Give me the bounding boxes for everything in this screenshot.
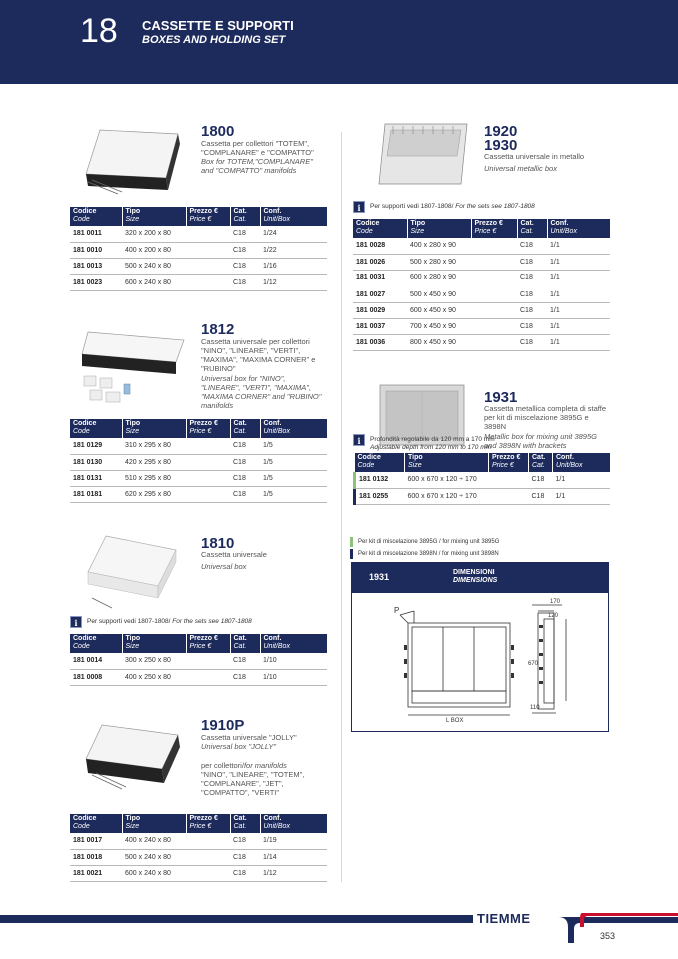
product-desc-1812 <box>201 337 326 410</box>
table-row: 181 0029 600 x 450 x 90 C18 1/1 <box>353 302 610 318</box>
table-row: 181 0130 420 x 295 x 80 C18 1/5 <box>70 454 327 470</box>
table-1931 <box>353 453 610 505</box>
th-cat: Cat. Cat. <box>529 453 553 472</box>
th-type: Tipo Size <box>122 207 186 226</box>
info-icon: i <box>70 616 82 628</box>
table-1800 <box>70 207 327 291</box>
table-1810 <box>70 634 327 686</box>
dimensions-title-en: DIMENSIONS <box>453 577 498 584</box>
th-conf: Conf. Unit/Box <box>260 634 327 653</box>
table-row: 181 0018 500 x 240 x 80 C18 1/14 <box>70 849 327 865</box>
desc-it: Cassetta universale per collettori "NINO", "LINEARE", "VERTI", "MAXIMA", "MAXIMA CORNER" e "RUBINO" <box>201 337 316 373</box>
table-row: 181 0255 600 x 670 x 120 ÷ 170 C18 1/1 <box>355 488 611 504</box>
chapter-title: CASSETTE E SUPPORTI <box>142 18 294 33</box>
th-price: Prezzo € Price € <box>186 814 230 833</box>
th-conf: Conf. Unit/Box <box>553 453 611 472</box>
th-price: Prezzo € Price € <box>471 219 517 238</box>
dim-label-p: P <box>394 606 400 615</box>
desc-en: Universal box "JOLLY" <box>201 742 277 751</box>
product-code-1930: 1930 <box>484 137 518 154</box>
desc-extra: per collettori/for manifolds <box>201 761 287 770</box>
table-row: 181 0021 600 x 240 x 80 C18 1/12 <box>70 865 327 881</box>
table-row: 181 0010 400 x 200 x 80 C18 1/22 <box>70 242 327 258</box>
info-icon: i <box>353 434 365 446</box>
th-conf: Conf. Unit/Box <box>260 814 327 833</box>
product-image-1812 <box>76 318 191 406</box>
mix-note-3898n: Per kit di miscelazione 3898N / for mixing unit 3898N <box>350 549 499 559</box>
th-cat: Cat. Cat. <box>230 419 260 438</box>
note-text-en: For the sets see 1807-1808 <box>172 618 252 625</box>
table-row: 181 0011 320 x 200 x 80 C18 1/24 <box>70 226 327 242</box>
table-row: 181 0037 700 x 450 x 90 C18 1/1 <box>353 318 610 334</box>
th-code: Codice Code <box>353 219 407 238</box>
desc-it: Cassetta universale in metallo <box>484 152 585 161</box>
desc-en: Universal box <box>201 562 247 571</box>
th-code: Codice Code <box>70 207 122 226</box>
product-code-1810: 1810 <box>201 535 235 552</box>
th-cat: Cat. Cat. <box>230 207 260 226</box>
dimensions-header <box>351 562 609 592</box>
page-number: 353 <box>600 931 616 941</box>
table-row: 181 0023 600 x 240 x 80 C18 1/12 <box>70 274 327 290</box>
table-1910p <box>70 814 327 882</box>
dim-label-lbox: L BOX <box>446 718 464 724</box>
desc-it: Cassetta universale <box>201 550 267 559</box>
desc-extra-list: "NINO", "LINEARE", "TOTEM", "COMPLANARE", "JET", "COMPATTO", "VERTI" <box>201 770 305 797</box>
dim-label-170: 170 <box>550 599 561 605</box>
mix-note-3895g: Per kit di miscelazione 3895G / for mixing unit 3895G <box>350 537 499 547</box>
th-code: Codice Code <box>70 634 122 653</box>
th-price: Prezzo € Price € <box>186 634 230 653</box>
th-cat: Cat. Cat. <box>230 814 260 833</box>
product-desc-1910p <box>201 733 326 797</box>
dimensions-code: 1931 <box>369 572 390 582</box>
table-row: 181 0013 500 x 240 x 80 C18 1/16 <box>70 258 327 274</box>
product-code-1920: 1920 <box>484 123 518 140</box>
note-1810 <box>70 617 327 631</box>
table-1920 <box>353 219 610 351</box>
page-footer <box>0 913 678 925</box>
dimensions-drawing <box>351 592 609 732</box>
brand-logo: TIEMME <box>477 911 531 926</box>
chapter-number: 18 <box>80 12 118 50</box>
table-row: 181 0036 800 x 450 x 90 C18 1/1 <box>353 334 610 350</box>
th-type: Tipo Size <box>405 453 489 472</box>
column-divider <box>341 132 342 882</box>
note-1920 <box>353 202 610 216</box>
product-code-1910p: 1910P <box>201 717 245 734</box>
info-icon: i <box>353 201 365 213</box>
th-price: Prezzo € Price € <box>489 453 529 472</box>
table-row: 181 0129 310 x 295 x 80 C18 1/5 <box>70 438 327 454</box>
brand-swoosh <box>558 913 678 943</box>
th-code: Codice Code <box>355 453 405 472</box>
note-text: Per supporti vedi 1807-1808/ <box>87 618 171 625</box>
table-row: 181 0131 510 x 295 x 80 C18 1/5 <box>70 470 327 486</box>
dim-label-670: 670 <box>528 661 539 667</box>
th-type: Tipo Size <box>407 219 471 238</box>
product-image-1920 <box>373 120 473 192</box>
th-conf: Conf. Unit/Box <box>260 207 327 226</box>
table-row: 181 0027 500 x 450 x 90 C18 1/1 <box>353 286 610 302</box>
th-code: Codice Code <box>70 814 122 833</box>
table-1812 <box>70 419 327 503</box>
th-code: Codice Code <box>70 419 122 438</box>
table-row: 181 0132 600 x 670 x 120 ÷ 170 C18 1/1 <box>355 472 611 488</box>
note-text-en: Adjustable depth from 120 mm to 170 mm <box>370 444 492 451</box>
note-text: Per supporti vedi 1807-1808/ <box>370 203 454 210</box>
product-image-1800 <box>78 120 188 198</box>
desc-en: Box for TOTEM,"COMPLANARE" and "COMPATTO" manifolds <box>201 157 313 175</box>
note-text-en: For the sets see 1807-1808 <box>455 203 535 210</box>
table-row: 181 0181 620 x 295 x 80 C18 1/5 <box>70 486 327 502</box>
technical-drawing <box>352 593 608 731</box>
product-desc-1810 <box>201 550 326 571</box>
desc-it: Cassetta universale "JOLLY" <box>201 733 297 742</box>
dim-label-110: 110 <box>530 705 540 711</box>
th-cat: Cat. Cat. <box>230 634 260 653</box>
page-header <box>0 0 678 84</box>
th-price: Prezzo € Price € <box>186 419 230 438</box>
desc-it: Cassetta metallica completa di staffe per kit di miscelazione 3895G e 3898N <box>484 404 607 431</box>
table-row: 181 0008 400 x 250 x 80 C18 1/10 <box>70 669 327 685</box>
th-type: Tipo Size <box>122 814 186 833</box>
th-type: Tipo Size <box>122 634 186 653</box>
dim-label-120: 120 <box>548 613 559 619</box>
table-row: 181 0017 400 x 240 x 80 C18 1/19 <box>70 833 327 849</box>
table-row: 181 0028 400 x 280 x 90 C18 1/1 <box>353 238 610 254</box>
desc-en: Universal box for "NINO", "LINEARE", "VERTI", "MAXIMA", "MAXIMA CORNER" and "RUBINO" manifolds <box>201 374 322 410</box>
table-row: 181 0026 500 x 280 x 90 C18 1/1 <box>353 254 610 270</box>
product-code-1812: 1812 <box>201 321 235 338</box>
th-type: Tipo Size <box>122 419 186 438</box>
th-cat: Cat. Cat. <box>517 219 547 238</box>
product-desc-1800 <box>201 139 326 175</box>
desc-en: Universal metallic box <box>484 164 557 173</box>
table-row: 181 0031 600 x 280 x 90 C18 1/1 <box>353 270 610 286</box>
table-row: 181 0014 300 x 250 x 80 C18 1/10 <box>70 653 327 669</box>
desc-it: Cassetta per collettori "TOTEM", "COMPLANARE" e "COMPATTO" <box>201 139 314 157</box>
product-image-1910p <box>78 715 186 795</box>
note-text: Profondità regolabile da 120 mm a 170 mm <box>370 436 495 443</box>
note-1931 <box>353 435 610 451</box>
footer-bar <box>0 915 473 923</box>
desc-en: Metallic box for mixing unit 3895G and 3898N with brackets <box>484 432 597 450</box>
chapter-subtitle: BOXES AND HOLDING SET <box>142 34 286 46</box>
product-image-1810 <box>82 528 182 614</box>
product-code-1800: 1800 <box>201 123 235 140</box>
th-conf: Conf. Unit/Box <box>260 419 327 438</box>
dimensions-title: DIMENSIONI <box>453 569 495 576</box>
th-price: Prezzo € Price € <box>186 207 230 226</box>
th-conf: Conf. Unit/Box <box>547 219 610 238</box>
product-code-1931: 1931 <box>484 389 518 406</box>
product-desc-1920 <box>484 152 609 173</box>
